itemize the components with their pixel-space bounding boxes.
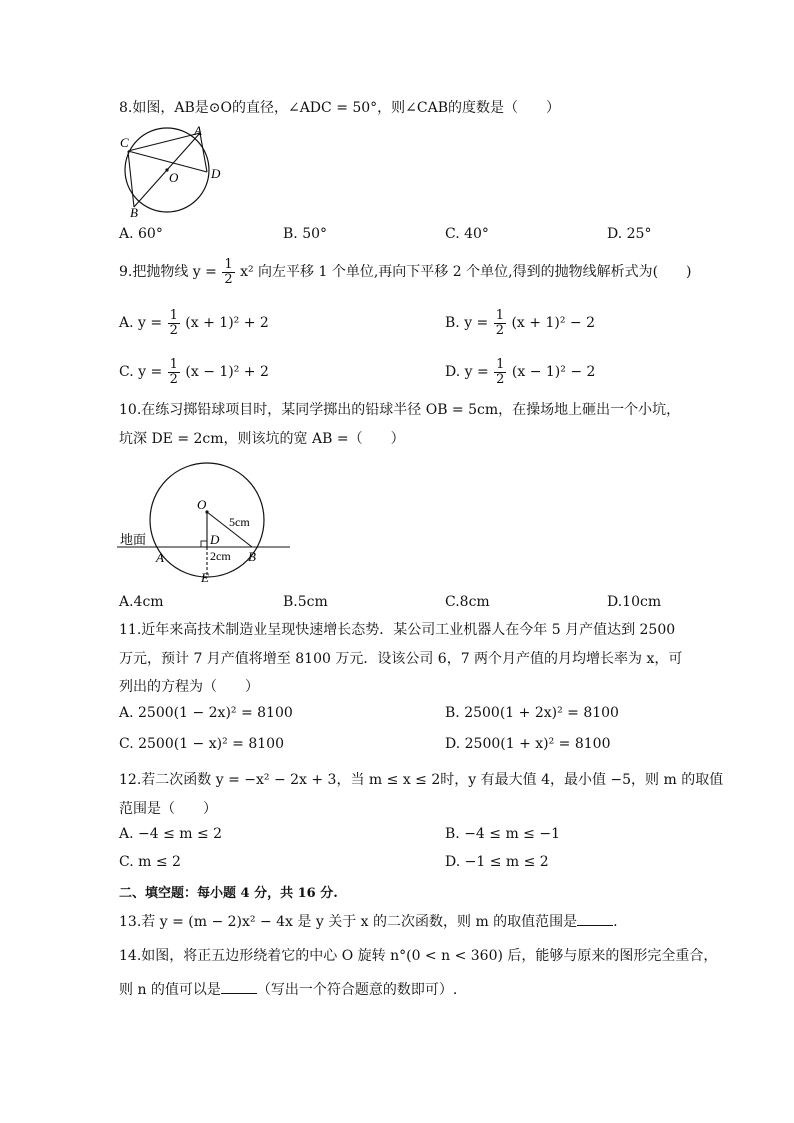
q12-option-b: B. −4 ≤ m ≤ −1 bbox=[445, 826, 561, 842]
q8-option-c: C. 40° bbox=[445, 226, 489, 242]
q8-label-b: B bbox=[130, 205, 138, 220]
q10-label-d: D bbox=[210, 532, 220, 547]
q11-option-c: C. 2500(1 − x)² = 8100 bbox=[119, 736, 284, 752]
q11-line1: 11.近年来高技术制造业呈现快速增长态势．某公司工业机器人在今年 5 月产值达到 2500 bbox=[119, 622, 676, 638]
section-2-heading: 二、填空题：每小题 4 分，共 16 分. bbox=[119, 886, 338, 901]
q10-label-b: B bbox=[248, 549, 256, 564]
q8-label-d: D bbox=[211, 166, 221, 181]
q10-option-c: C.8cm bbox=[445, 594, 490, 610]
q12-option-a: A. −4 ≤ m ≤ 2 bbox=[119, 826, 223, 842]
q10-label-a: A bbox=[156, 550, 164, 565]
q11-option-d: D. 2500(1 + x)² = 8100 bbox=[445, 736, 611, 752]
q8-figure bbox=[112, 120, 230, 220]
q10-label-ground: 地面 bbox=[120, 532, 147, 547]
q14-text: 则 n 的值可以是 bbox=[119, 982, 221, 998]
q9-option-a: A. y = $\frac{1}{2}$ (x + 1)² + 2 bbox=[119, 308, 269, 338]
q12-option-d: D. −1 ≤ m ≤ 2 bbox=[445, 854, 549, 870]
q8-option-a: A. 60° bbox=[119, 226, 163, 242]
q9-stem bbox=[119, 258, 692, 286]
q10-option-a: A.4cm bbox=[119, 594, 164, 610]
q10-option-d: D.10cm bbox=[607, 594, 662, 610]
q8-option-b: B. 50° bbox=[283, 226, 328, 242]
q12-line1: 12.若二次函数 y = −x² − 2x + 3，当 m ≤ x ≤ 2时，y 有最大值 4，最小值 −5，则 m 的取值 bbox=[119, 772, 724, 788]
q9-option-b: B. y = $\frac{1}{2}$ (x + 1)² − 2 bbox=[445, 308, 595, 338]
q8-label-a: A bbox=[194, 123, 202, 138]
q11-line2: 万元，预计 7 月产值将增至 8100 万元．设该公司 6，7 两个月产值的月均增长率为 x，可 bbox=[119, 651, 683, 667]
q10-figure bbox=[115, 462, 300, 587]
q14-answer-blank[interactable] bbox=[221, 993, 257, 994]
q12-line2: 范围是（ ） bbox=[119, 801, 217, 817]
q10-line1: 10.在练习掷铅球项目时，某同学掷出的铅球半径 OB = 5cm，在操场地上砸出一个小坑， bbox=[119, 402, 681, 418]
q9-option-c: C. y = $\frac{1}{2}$ (x − 1)² + 2 bbox=[119, 357, 269, 387]
q10-label-o: O bbox=[197, 497, 207, 512]
q8-stem: 8.如图，AB是⊙O的直径，∠ADC = 50°，则∠CAB的度数是（ ） bbox=[119, 100, 561, 116]
q9-stem-after: x² 向左平移 1 个单位,再向下平移 2 个单位,得到的抛物线解析式为( ) bbox=[240, 264, 692, 281]
q8-label-o: O bbox=[169, 170, 179, 185]
q11-line3: 列出的方程为（ ） bbox=[119, 679, 259, 695]
q12-option-c: C. m ≤ 2 bbox=[119, 854, 181, 870]
q9-stem-fraction: $\frac{1}{2}$ bbox=[224, 257, 233, 287]
q14-line2 bbox=[119, 979, 457, 999]
q13-text-end: . bbox=[613, 914, 618, 930]
q8-label-c: C bbox=[120, 135, 129, 150]
q9-stem-before: 9.把抛物线 y = bbox=[119, 264, 217, 281]
q14-line1: 14.如图，将正五边形绕着它的中心 O 旋转 n°(0 < n < 360) 后，能够与原来的图形完全重合， bbox=[119, 948, 718, 964]
q13-line bbox=[119, 911, 618, 931]
q10-label-e: E bbox=[201, 570, 209, 585]
q9-option-d: D. y = $\frac{1}{2}$ (x − 1)² − 2 bbox=[445, 357, 596, 387]
q10-label-radius: 5cm bbox=[229, 515, 250, 529]
q8-option-d: D. 25° bbox=[607, 226, 652, 242]
q13-text: 13.若 y = (m − 2)x² − 4x 是 y 关于 x 的二次函数，则 m 的取值范围是 bbox=[119, 914, 578, 930]
q10-line2: 坑深 DE = 2cm，则该坑的宽 AB =（ ） bbox=[119, 431, 405, 447]
q10-option-b: B.5cm bbox=[283, 594, 328, 610]
q10-label-depth: 2cm bbox=[210, 549, 231, 563]
q14-text-end: （写出一个符合题意的数即可）. bbox=[256, 982, 458, 998]
q13-answer-blank[interactable] bbox=[577, 925, 613, 926]
q11-option-a: A. 2500(1 − 2x)² = 8100 bbox=[119, 705, 293, 721]
q11-option-b: B. 2500(1 + 2x)² = 8100 bbox=[445, 705, 619, 721]
